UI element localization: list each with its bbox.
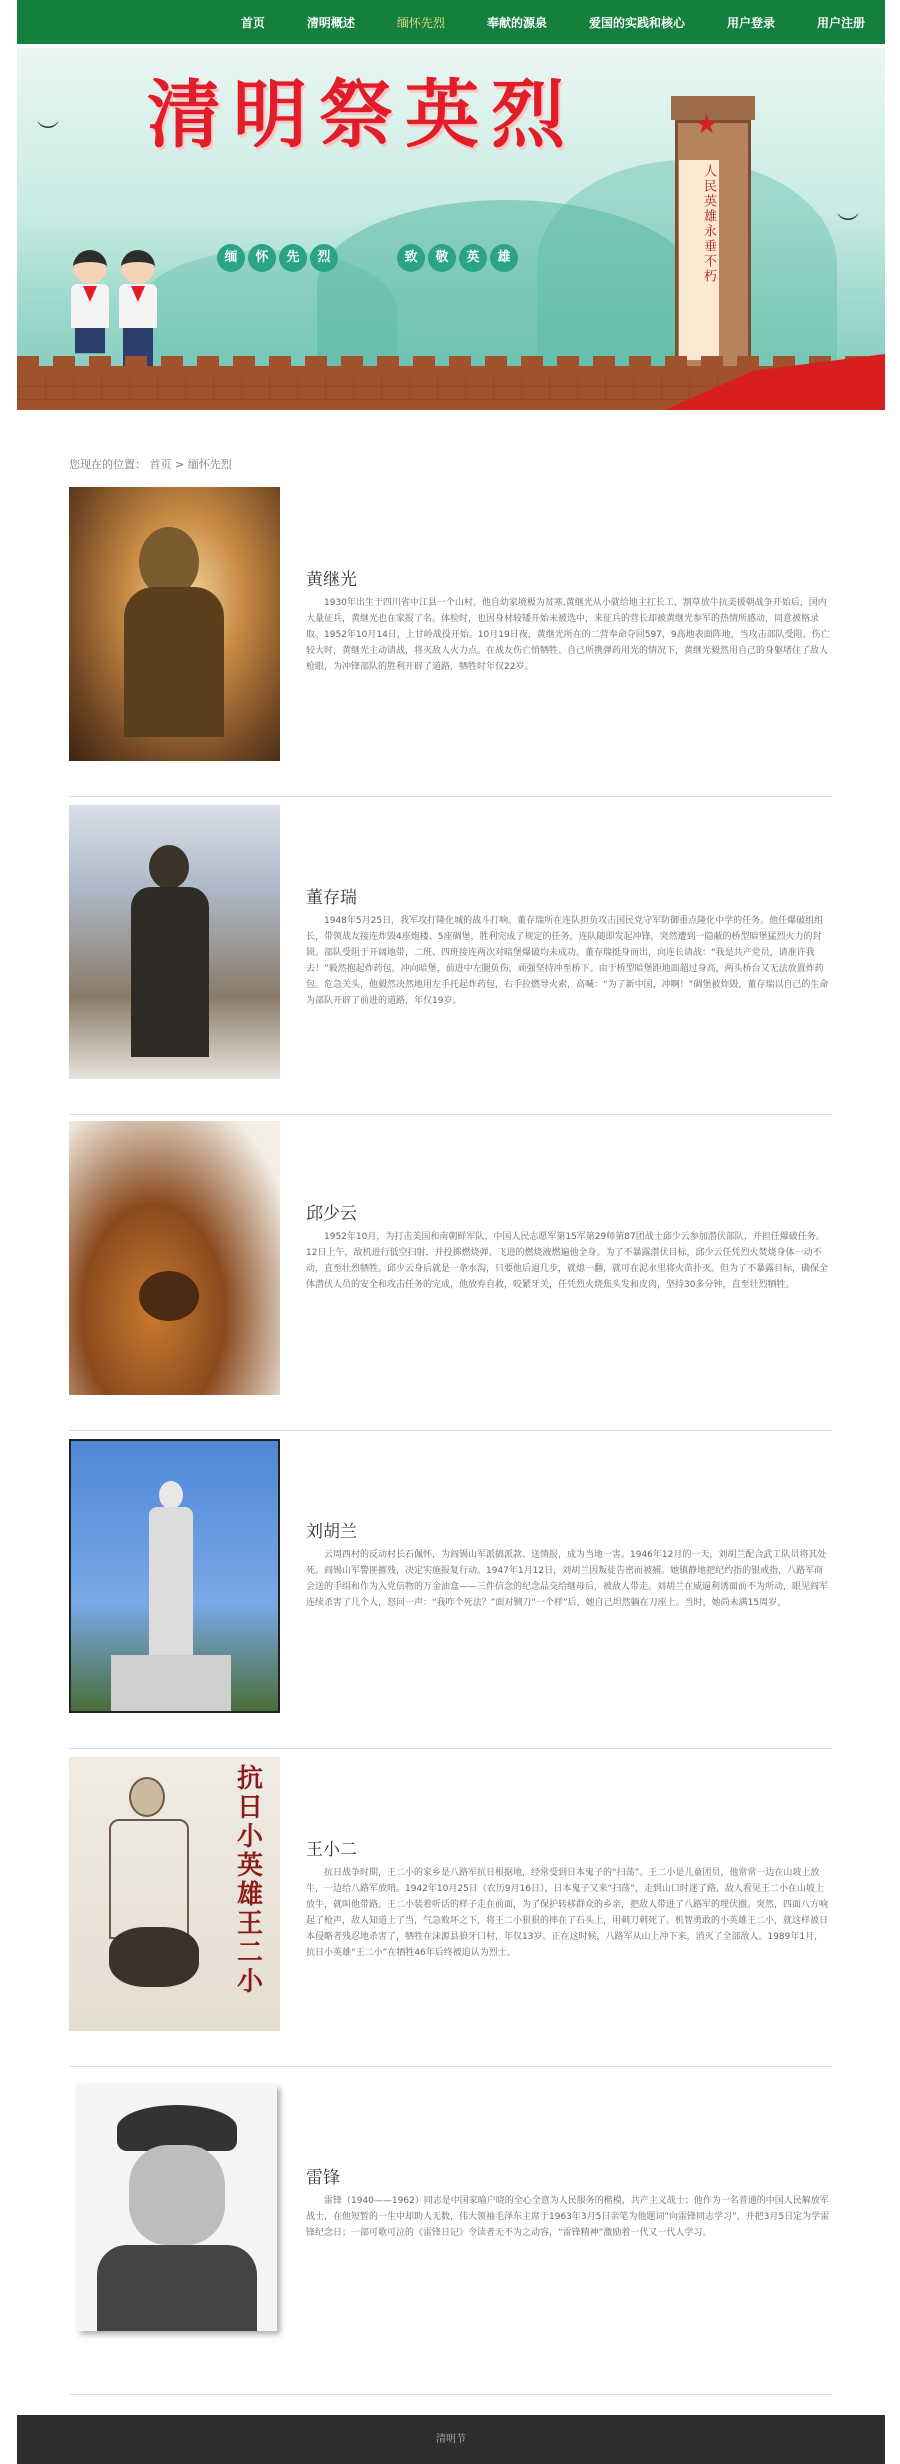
nav-item-overview[interactable]: 清明概述 <box>306 15 355 30</box>
monument-illustration <box>665 96 761 396</box>
hero-item <box>69 805 832 1115</box>
hero-name: 董存瑞 <box>306 888 357 908</box>
hero-description: 1952年10月，为打击美国和南朝鲜军队，中国人民志愿军第15军第29师第87团战士邱少云参加潜伏部队，并担任爆破任务。12日上午，敌机进行低空扫射，并投掷燃烧弹。飞进的燃烧液燃遍他全身。为了不暴露潜伏目标，邱少云任凭烈火焚烧身体一动不动，直至壮烈牺牲。邱少云身后就是一条水沟，只要他后退几步，就熄一翻，就可在泥水里将火苗扑灭。但为了不暴露目标，确保全体潜伏人员的安全和攻击任务的完成，他放弃自救，咬紧牙关，任凭烈火烧焦头发和皮肉，坚持30多分钟，直至壮烈牺牲。 <box>306 1232 829 1290</box>
poster-caption: 抗日小英雄王二小 <box>237 1764 264 1997</box>
nav-item-login[interactable]: 用户登录 <box>726 15 775 30</box>
slogan-char: 雄 <box>490 244 518 272</box>
breadcrumb <box>69 456 232 472</box>
hero-portrait-image <box>69 487 280 761</box>
footer: 清明节 <box>17 2415 885 2464</box>
red-star-icon: ★ <box>695 110 719 140</box>
hero-name: 黄继光 <box>306 570 357 590</box>
hero-description: 云周西村的反动村长石佩怀，为阎锡山军派搞派款、送情报，成为当地一害。1946年12月的一天，刘胡兰配合武工队员将其处死。阎锡山军警匪摧残，决定实施报复行动。1947年1月12日，刘胡兰因叛徒告密而被捕。她镇静地把纪约指的银戒指，八路军商会送的手绢和作为入党信物的万金油盒——三件信念的纪念品交给继母后，被敌人带走。刘胡兰在威逼利诱面前不为所动，眼见阎军连续杀害了几个人，怒问一声：“我咋个死法？”面对铡刀“一个样”后，她自己坦然躺在刀座上。当时，她尚未满15周岁。 <box>306 1550 829 1608</box>
child-illustration <box>69 250 111 370</box>
banner-title: 清明祭英烈 <box>147 72 577 158</box>
hero-item <box>69 1757 832 2067</box>
nav-item-remember-martyrs[interactable]: 缅怀先烈 <box>396 15 445 30</box>
breadcrumb-separator: > <box>175 458 188 471</box>
child-illustration <box>117 250 159 370</box>
swallow-icon: ︶ <box>837 213 860 238</box>
banner-slogan-left <box>217 244 341 272</box>
slogan-char: 先 <box>279 244 307 272</box>
slogan-char: 英 <box>459 244 487 272</box>
hero-description: 1948年5月25日，我军攻打隆化城的战斗打响。董存瑞所在连队担负攻击国民党守军防御重点隆化中学的任务。他任爆破组组长，带领战友接连炸毁4座炮楼、5座碉堡，胜利完成了规定的任务。连队随即发起冲锋，突然遭到一隐蔽的桥型暗堡猛烈火力的封锁。部队受阻于开阔地带，二班、四班接连两次对暗堡爆破均未成功。董存瑞挺身而出，向连长请战：“我是共产党员，请准许我去！”毅然抱起炸药包，冲向暗堡，前进中左腿负伤，顽强坚持冲至桥下。由于桥型暗堡距地面超过身高，两头桥台又无法放置炸药包。危急关头，他毅然决然地用左手托起炸药包，右手拉燃导火索，高喊：“为了新中国，冲啊！”碉堡被炸毁，董存瑞以自己的生命为部队开辟了前进的道路，年仅19岁。 <box>306 916 829 1006</box>
hero-name: 邱少云 <box>306 1204 357 1224</box>
nav-item-patriotism[interactable]: 爱国的实践和核心 <box>588 15 685 30</box>
nav-item-source-of-dedication[interactable]: 奉献的源泉 <box>486 15 547 30</box>
hero-portrait-image <box>77 2085 277 2331</box>
slogan-char: 缅 <box>217 244 245 272</box>
slogan-char: 敬 <box>428 244 456 272</box>
slogan-char: 怀 <box>248 244 276 272</box>
hero-item <box>69 1121 832 1431</box>
hero-name: 王小二 <box>306 1840 357 1860</box>
slogan-char: 致 <box>397 244 425 272</box>
top-nav-bar <box>17 0 885 44</box>
hero-portrait-image <box>69 1121 280 1395</box>
hero-portrait-image <box>69 805 280 1079</box>
nav-menu <box>199 0 865 44</box>
banner-slogan-right <box>397 244 521 272</box>
hero-portrait-image <box>69 1757 280 2031</box>
breadcrumb-current: 缅怀先烈 <box>187 458 232 471</box>
breadcrumb-home-link[interactable]: 首页 <box>149 458 172 471</box>
hero-name: 刘胡兰 <box>306 1522 357 1542</box>
hero-item <box>69 487 832 797</box>
hero-description: 1930年出生于四川省中江县一个山村。他自幼家境极为贫寒,黄继光从小就给地主扛长工、割草放牛抗美援朝战争开始后，国内大量征兵，黄继光也在家报了名。体检时，也因身材较矮开始未被选中，来征兵的营长却被黄继光参军的热情所感动，同意被格录取。1952年10月14日，上甘岭战役开始。10月19日夜，黄继光所在的二营奉命夺回597，9高地表面阵地，当攻击部队受阻、伤亡较大时，黄继光主动请战，将灭敌人火力点。在战友伤亡悄牺牲、自己所携弹药用光的情况下，黄继光毅然用自己的身躯堵住了敌人枪眼，为冲锋部队的胜利开辟了道路，牺牲时年仅22岁。 <box>306 598 830 672</box>
slogan-char: 烈 <box>310 244 338 272</box>
hero-item <box>69 1439 832 1749</box>
swallow-icon: ︶ <box>37 121 60 146</box>
monument-inscription: 人民英雄永垂不朽 <box>679 160 719 360</box>
hero-banner <box>17 48 885 410</box>
hero-item <box>69 2085 832 2395</box>
hero-name: 雷锋 <box>306 2168 340 2188</box>
hero-description: 抗日战争时期，王二小的家乡是八路军抗日根据地，经常受到日本鬼子的“扫荡”。王二小是儿童团员，他常常一边在山坡上放牛，一边给八路军放哨。1942年10月25日（农历9月16日），日本鬼子又来“扫荡”，走到山口时迷了路，敌人看见王二小在山坡上放牛，就叫他带路。王二小装着听话的样子走在前面，为了保护转移群众的乡亲，把敌人带进了八路军的埋伏圈。突然，四面八方响起了枪声，敌人知道上了当，气急败坏之下，将王二小狠狠的摔在了石头上，用刺刀刺死了。机智勇敢的小英雄王二小，就这样被日本侵略者残忍地杀害了，牺牲在沫源县狼牙口村，年仅13岁。正在这时候，八路军从山上冲下来，消灭了全部敌人。1989年1月，抗日小英雄“王二小”在牺牲46年后终被追认为烈士。 <box>306 1868 829 1958</box>
nav-item-home[interactable]: 首页 <box>240 15 265 30</box>
hero-portrait-image <box>69 1439 280 1713</box>
breadcrumb-prefix: 您现在的位置： <box>69 458 146 471</box>
hero-description: 雷锋（1940——1962）同志是中国家喻户晓的全心全意为人民服务的楷模，共产主义战士；他作为一名普通的中国人民解放军战士，在他短暂的一生中却助人无数，伟大领袖毛泽东主席于1963年3月5日亲笔为他题词“向雷锋同志学习”，并把3月5日定为学雷锋纪念日；一部可歌可泣的《雷锋日记》令读者无不为之动容，“雷锋精神”激励着一代又一代人学习。 <box>306 2196 830 2238</box>
nav-item-register[interactable]: 用户注册 <box>816 15 865 30</box>
